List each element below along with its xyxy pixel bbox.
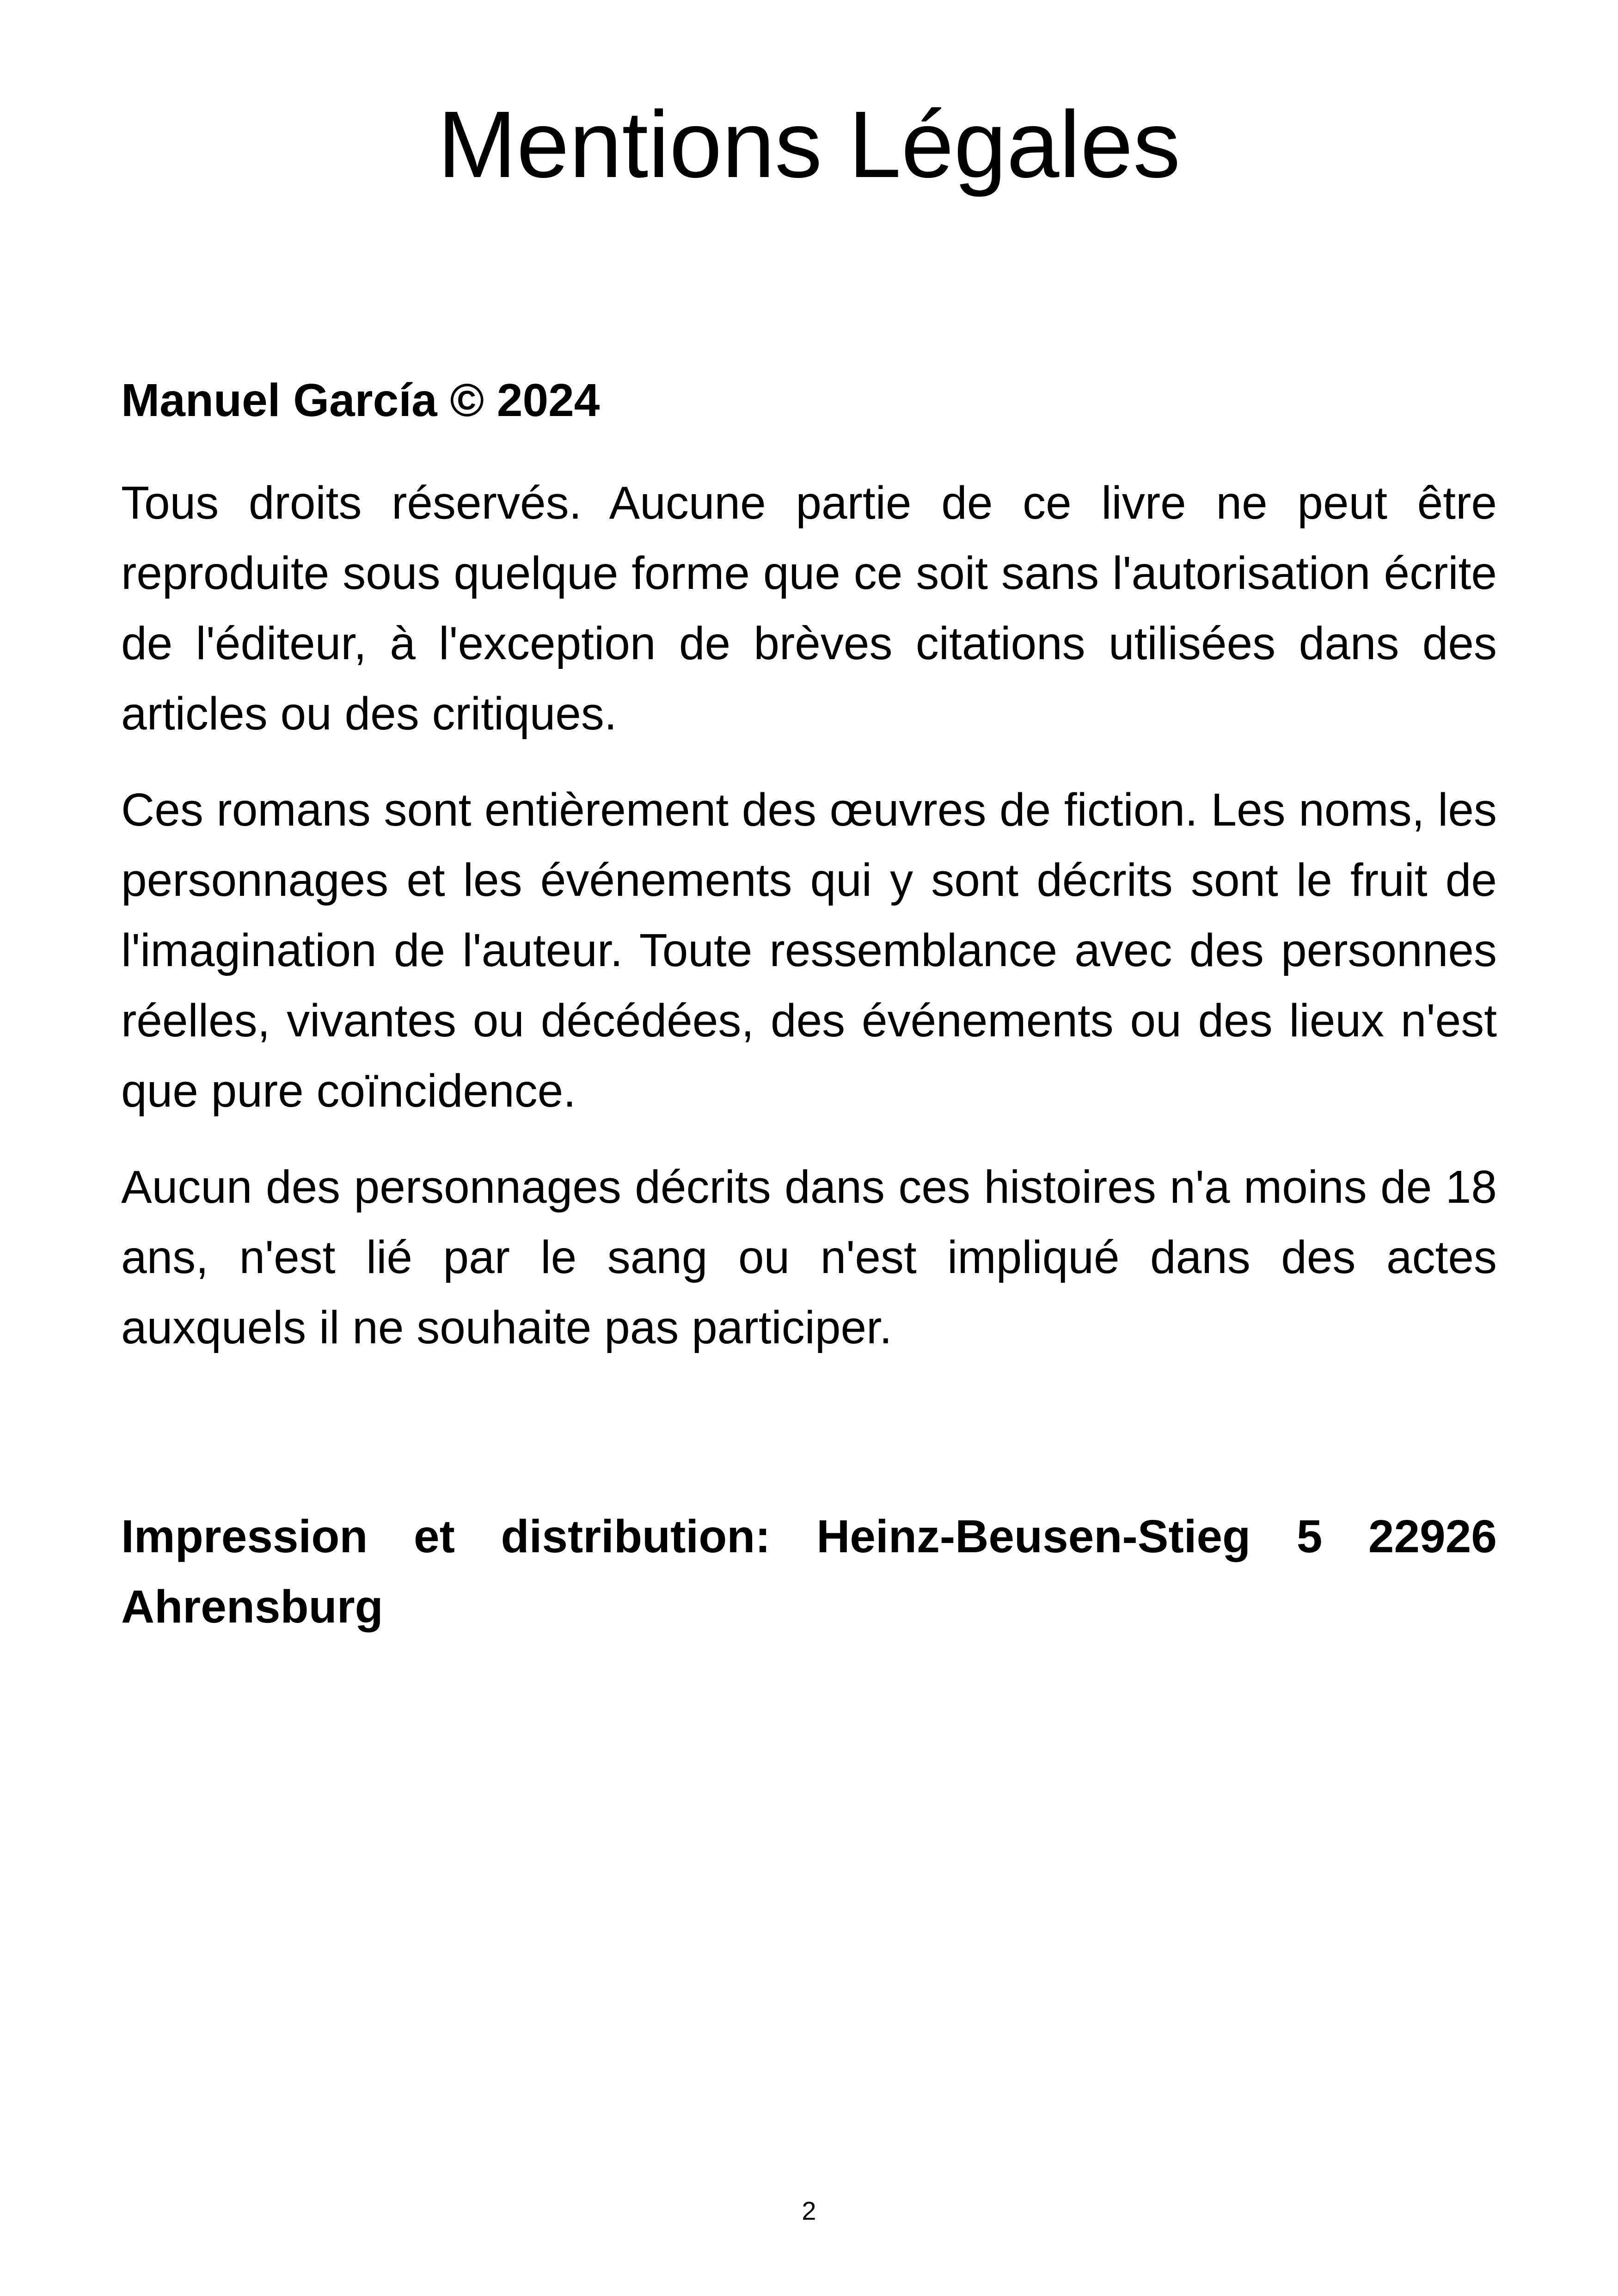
fiction-disclaimer-paragraph: Ces romans sont entièrement des œuvres de fiction. Les noms, les personnages et les événements qui y sont décrits sont le fruit de l'imagination de l'auteur. Toute ressemblance avec des personnes réelles, vivantes ou décédées, des événements ou des lieux n'est que pure coïncidence. [121,784,1497,1117]
copyright-line: Manuel García © 2024 [121,374,600,426]
age-disclaimer-paragraph: Aucun des personnages décrits dans ces histoires n'a moins de 18 ans, n'est lié par le sang ou n'est impliqué dans des actes auxquels il ne souhaite pas participer. [121,1161,1497,1353]
page-number: 2 [802,2196,816,2225]
legal-notice-body [121,365,1497,1642]
page-title: Mentions Légales [437,92,1181,197]
rights-reserved-paragraph: Tous droits réservés. Aucune partie de ce livre ne peut être reproduite sous quelque forme que ce soit sans l'autorisation écrite de l'éditeur, à l'exception de brèves citations utilisées dans des articles ou des critiques. [121,477,1497,740]
printing-distribution-address: Impression et distribution: Heinz-Beusen-Stieg 5 22926 Ahrensburg [121,1511,1497,1633]
